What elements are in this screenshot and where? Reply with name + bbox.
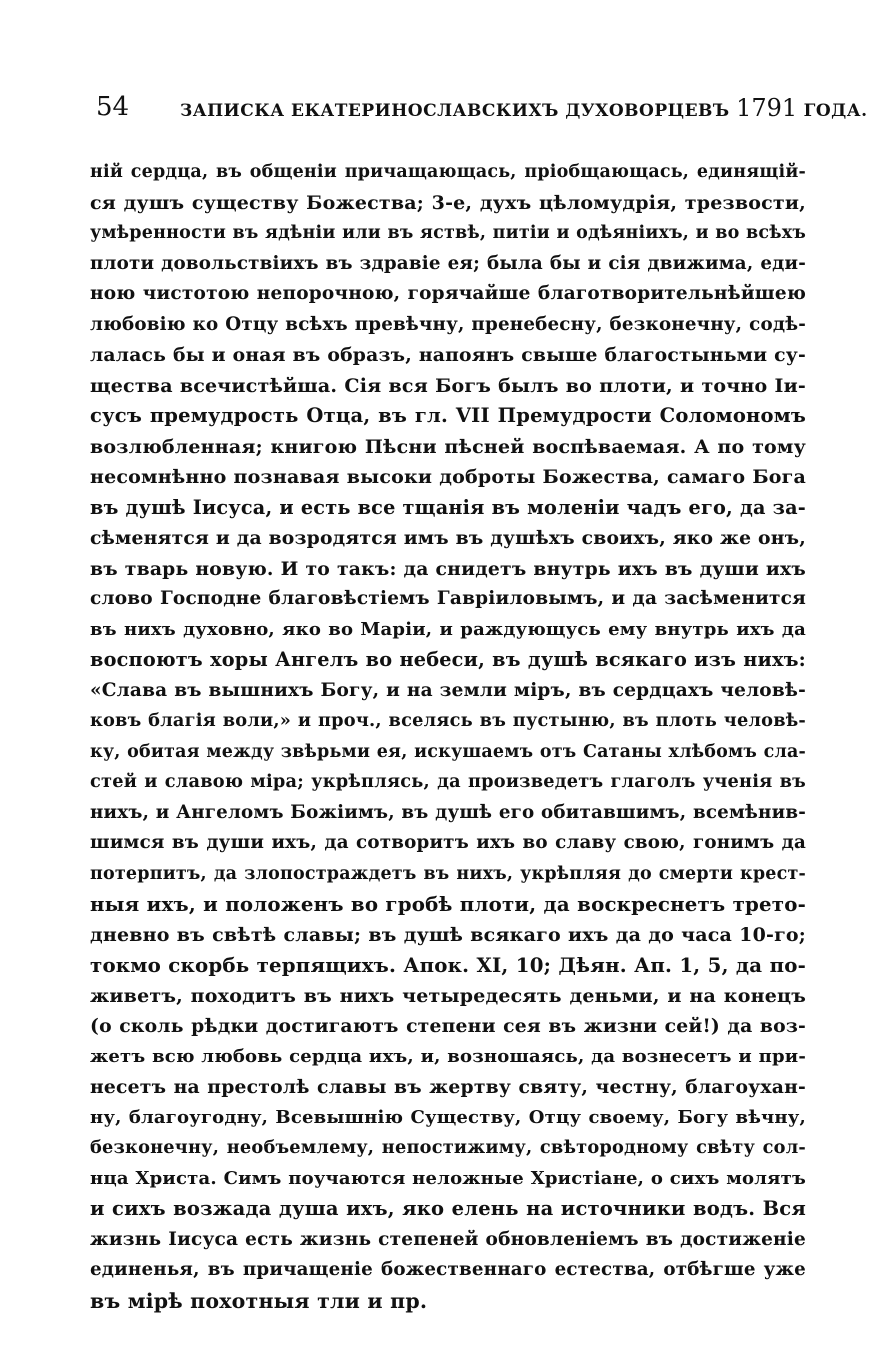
text-line: сѣменятся и да возродятся имъ въ душѣхъ своихъ, яко же онъ, bbox=[90, 527, 806, 549]
page-number: 54 bbox=[96, 92, 130, 122]
text-line: несомнѣнно познавая высоки доброты Божества, самаго Бога bbox=[90, 466, 806, 488]
text-line: въ мірѣ похотныя тли и пр. bbox=[90, 1288, 428, 1313]
text-line: жетъ всю любовь сердца ихъ, и, возношаясь, да вознесетъ и при- bbox=[90, 1045, 806, 1067]
running-head-prefix: ЗАПИСКА ЕКАТЕРИНОСЛАВСКИХЪ ДУХОВОРЦЕВЪ bbox=[180, 101, 737, 121]
running-head bbox=[180, 96, 868, 123]
text-line: нца Христа. Симъ поучаются нелoжные Христіане, о сихъ молятъ bbox=[90, 1167, 806, 1189]
text-line: сусъ премудрость Отца, въ гл. VII Премудрости Соломономъ bbox=[90, 404, 806, 427]
text-line: ку, обитая между звѣрьми ея, искушаемъ отъ Сатаны хлѣбомъ сла- bbox=[90, 741, 806, 762]
text-line: ній сердца, въ общеніи причащающась, пріобщающась, единящій- bbox=[90, 162, 806, 182]
body-text bbox=[90, 157, 806, 1316]
text-line: возлюбленная; книгою Пѣсни пѣсней воспѣваемая. А по тому bbox=[90, 435, 806, 458]
text-line: «Слава въ вышнихъ Богу, и на земли міръ, въ сердцахъ человѣ- bbox=[90, 679, 806, 701]
text-line: ну, благоугодну, Всевышнію Существу, Отцу своему, Богу вѣчну, bbox=[90, 1106, 806, 1128]
text-line: въ душѣ Іисуса, и есть все тщанія въ моленіи чадъ его, да за- bbox=[90, 495, 806, 519]
text-line: лалась бы и оная въ образъ, напоянъ свыше благостыньми су- bbox=[90, 344, 806, 366]
text-line: шимся въ души ихъ, да сотворитъ ихъ во славу свою, гонимъ да bbox=[90, 832, 806, 853]
text-line: потерпитъ, да злопостраждетъ въ нихъ, укрѣпляя до смерти крест- bbox=[90, 863, 806, 884]
text-line: живетъ, походитъ въ нихъ четыредесять деньми, и на конецъ bbox=[90, 984, 806, 1007]
text-line: единенья, въ причащеніе божественнаго естества, отбѣгше уже bbox=[90, 1259, 806, 1280]
text-line: нихъ, и Ангеломъ Божіимъ, въ душѣ его обитавшимъ, всемѣнив- bbox=[90, 801, 806, 823]
text-line: воспоютъ хоры Ангелъ во небеси, въ душѣ всякаго изъ нихъ: bbox=[90, 648, 806, 671]
text-line: стей и славою міра; укрѣплясь, да произведетъ глаголъ ученія въ bbox=[90, 771, 806, 792]
text-line: безконечну, необъемлему, непостижиму, свѣтородному свѣту сол- bbox=[90, 1137, 806, 1158]
text-line: въ тварь новую. И то такъ: да снидетъ внутрь ихъ въ души ихъ bbox=[90, 557, 806, 580]
text-line: несетъ на престолѣ славы въ жертву святу, честну, благоухан- bbox=[90, 1076, 806, 1098]
text-line: ся душъ существу Божества; 3-е, духъ цѣломудрія, трезвости, bbox=[90, 191, 806, 214]
text-line: (о сколь рѣдки достигаютъ степени сея въ жизни сей!) да воз- bbox=[90, 1015, 806, 1037]
page-header bbox=[96, 92, 868, 126]
text-line: умѣренности въ ядѣніи или въ яствѣ, питіи и одѣяніихъ, и во всѣхъ bbox=[90, 223, 806, 243]
text-line: и сихъ возжада душа ихъ, яко елень на источники водъ. Вся bbox=[90, 1197, 806, 1220]
text-line: слово Господне благовѣстіемъ Гавріиловымъ, и да засѣменится bbox=[90, 588, 806, 609]
running-head-year: 1791 bbox=[736, 94, 798, 122]
text-line: плоти довольствіихъ въ здравіе ея; была бы и сія движима, еди- bbox=[90, 252, 806, 274]
text-line: дневно въ свѣтѣ славы; въ душѣ всякаго ихъ да до часа 10-го; bbox=[90, 923, 806, 946]
text-line: въ нихъ духовно, яко во Маріи, и раждующусь ему внутрь ихъ да bbox=[90, 618, 806, 640]
text-line: щества всечистѣйша. Сія вся Богъ былъ во плоти, и точно Іи- bbox=[90, 374, 806, 397]
text-line: токмо скорбь терпящихъ. Апок. XI, 10; Дѣян. Ап. 1, 5, да по- bbox=[90, 953, 806, 977]
text-line: ною чистотою непорочною, горячайше благотворительнѣйшею bbox=[90, 283, 806, 304]
running-head-suffix: ГОДА. bbox=[797, 101, 868, 121]
text-line: жизнь Іисуса есть жизнь степеней обновленіемъ въ достиженіе bbox=[90, 1228, 806, 1250]
text-line: ковъ благія воли,» и проч., вселясь въ пустыню, въ плоть человѣ- bbox=[90, 710, 806, 731]
text-line: любовію ко Отцу всѣхъ превѣчну, пренебесну, безконечну, содѣ- bbox=[90, 313, 806, 335]
text-line: ныя ихъ, и положенъ во гробѣ плоти, да воскреснетъ трето- bbox=[90, 892, 806, 916]
